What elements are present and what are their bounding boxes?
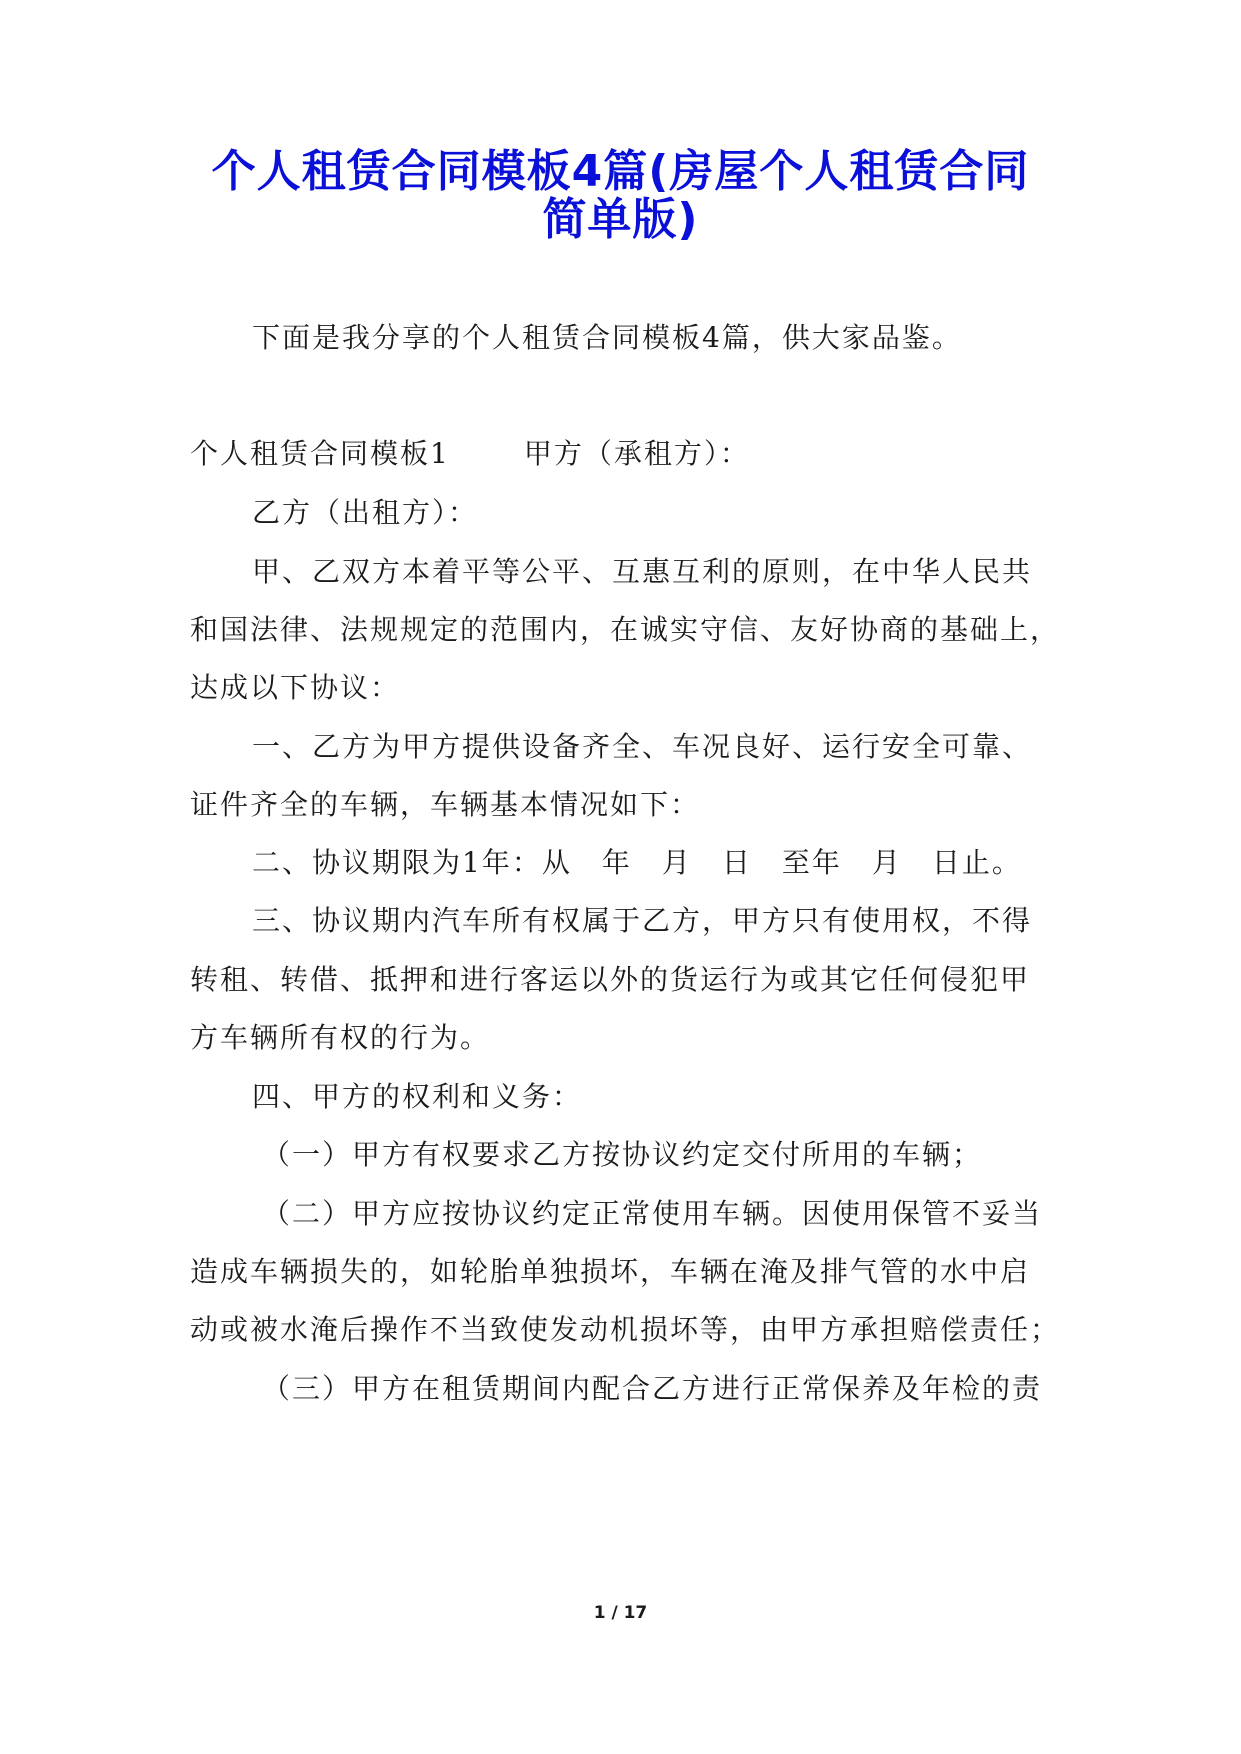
document-title-line2: 简单版): [542, 194, 699, 245]
party-a-label: 甲方（承租方）：: [523, 437, 750, 470]
paragraph-line: 四、甲方的权利和义务：: [252, 1080, 583, 1113]
party-b-label: 乙方（出租方）：: [252, 496, 479, 529]
page-number: 1 / 17: [593, 1603, 648, 1623]
paragraph-line: 和国法律、法规规定的范围内，在诚实守信、友好协商的基础上，: [190, 613, 1061, 646]
paragraph-line: 三、协议期内汽车所有权属于乙方，甲方只有使用权，不得: [252, 904, 1033, 937]
paragraph-line: 转租、转借、抵押和进行客运以外的货运行为或其它任何侵犯甲: [190, 963, 1031, 996]
paragraph-line: （二）甲方应按协议约定正常使用车辆。因使用保管不妥当: [262, 1197, 1043, 1230]
paragraph-line: 方车辆所有权的行为。: [190, 1021, 491, 1054]
intro-paragraph: 下面是我分享的个人租赁合同模板4篇，供大家品鉴。: [252, 321, 962, 354]
paragraph-line: 甲、乙双方本着平等公平、互惠互利的原则，在中华人民共: [252, 555, 1033, 588]
document-title-line1: 个人租赁合同模板4篇(房屋个人租赁合同: [211, 146, 1030, 197]
paragraph-line: 二、协议期限为1年：从 年 月 日 至年 月 日止。: [252, 846, 1022, 879]
paragraph-line: 动或被水淹后操作不当致使发动机损坏等，由甲方承担赔偿责任；: [190, 1313, 1061, 1346]
section-heading: 个人租赁合同模板1: [190, 437, 450, 470]
paragraph-line: 证件齐全的车辆，车辆基本情况如下：: [190, 788, 701, 821]
paragraph-line: 造成车辆损失的，如轮胎单独损坏，车辆在淹及排气管的水中启: [190, 1255, 1031, 1288]
paragraph-line: 达成以下协议：: [190, 671, 401, 704]
paragraph-line: 一、乙方为甲方提供设备齐全、车况良好、运行安全可靠、: [252, 730, 1033, 763]
paragraph-line: （一）甲方有权要求乙方按协议约定交付所用的车辆；: [262, 1138, 983, 1171]
section-heading-row: [190, 434, 1070, 474]
paragraph-line: （三）甲方在租赁期间内配合乙方进行正常保养及年检的责: [262, 1372, 1043, 1405]
